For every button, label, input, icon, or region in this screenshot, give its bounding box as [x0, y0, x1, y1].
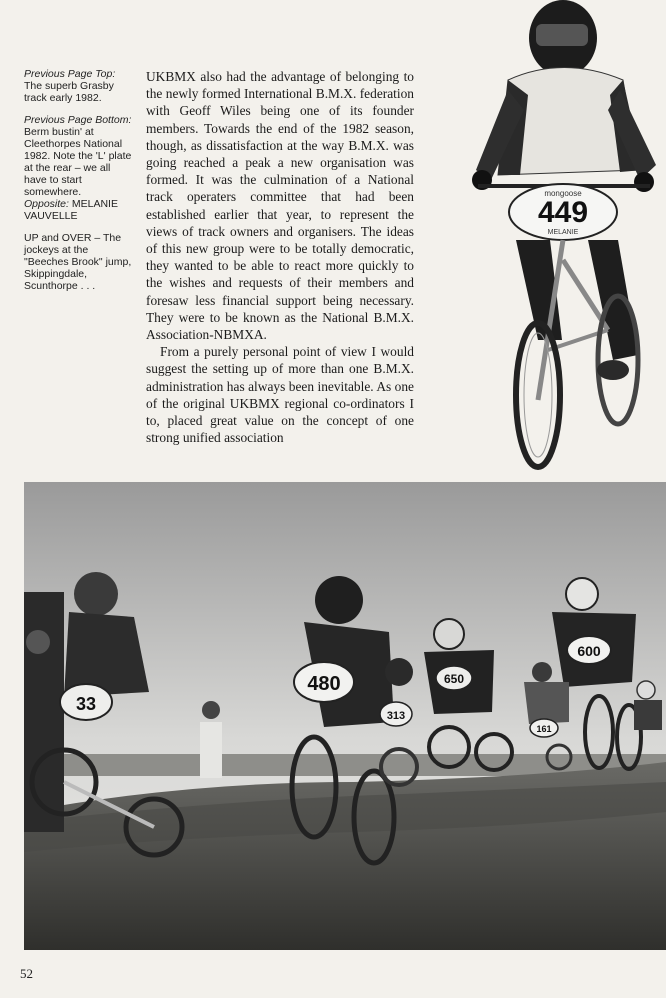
plate-brand: mongoose [544, 189, 582, 198]
plate-number: 650 [443, 672, 465, 686]
plate-number: 313 [386, 710, 406, 722]
photo-riders-group [24, 482, 666, 950]
plate-name: MELANIE [547, 229, 579, 236]
caption-heading: Opposite: [24, 198, 69, 210]
plate-number: 480 [307, 673, 341, 695]
page-number: 52 [20, 966, 33, 981]
rider-jump-illustration [438, 0, 666, 470]
plate-number: 449 [537, 196, 589, 229]
article-body [146, 68, 414, 446]
riders-group-illustration [24, 482, 666, 950]
caption-previous-top [24, 68, 134, 104]
photo-rider-jump [438, 0, 666, 470]
article-paragraph: From a purely personal point of view I would suggest the setting up of more than one B.M.X. administration has always been inevitable. As one of the original UKBMX regional co-ordinators I to, placed great value on the concept of one strong unified association [146, 344, 414, 446]
caption-text: The superb Grasby track early 1982. [24, 80, 114, 104]
caption-previous-bottom [24, 114, 134, 222]
plate-number: 161 [536, 724, 552, 734]
plate-number: 600 [577, 643, 601, 659]
caption-heading: Previous Page Bottom: [24, 114, 132, 126]
plate-number: 33 [75, 694, 97, 714]
caption-heading: Previous Page Top: [24, 68, 116, 80]
article-paragraph: UKBMX also had the advantage of belonging to the newly formed International B.M.X. federation with Geoff Wiles being one of its founder members. Towards the end of the 1982 season, though, as dissatisfaction at the way B.M.X. was going reached a peak a new organisation was formed. It was the culmination of a National track operaters committee that had been established earlier that year, to represent the views of track owners and organisers. The ideas of this new group were to be totally democratic, they wanted to be able to react more quickly to the wishes and requests of their members and foresaw less financial support being necessary. They were to be known as the National B.M.X. Association-NBMXA. [146, 69, 414, 343]
caption-text: UP and OVER – The jockeys at the "Beeches Brook" jump, Skippingdale, Scunthorpe . . . [24, 232, 132, 292]
caption-text: MELANIE VAUVELLE [24, 198, 118, 222]
caption-up-and-over [24, 232, 134, 292]
photo-captions [24, 68, 134, 302]
caption-text: Berm bustin' at Cleethorpes National 1982. Note the 'L' plate at the rear – we all have to start somewhere. [24, 126, 132, 198]
